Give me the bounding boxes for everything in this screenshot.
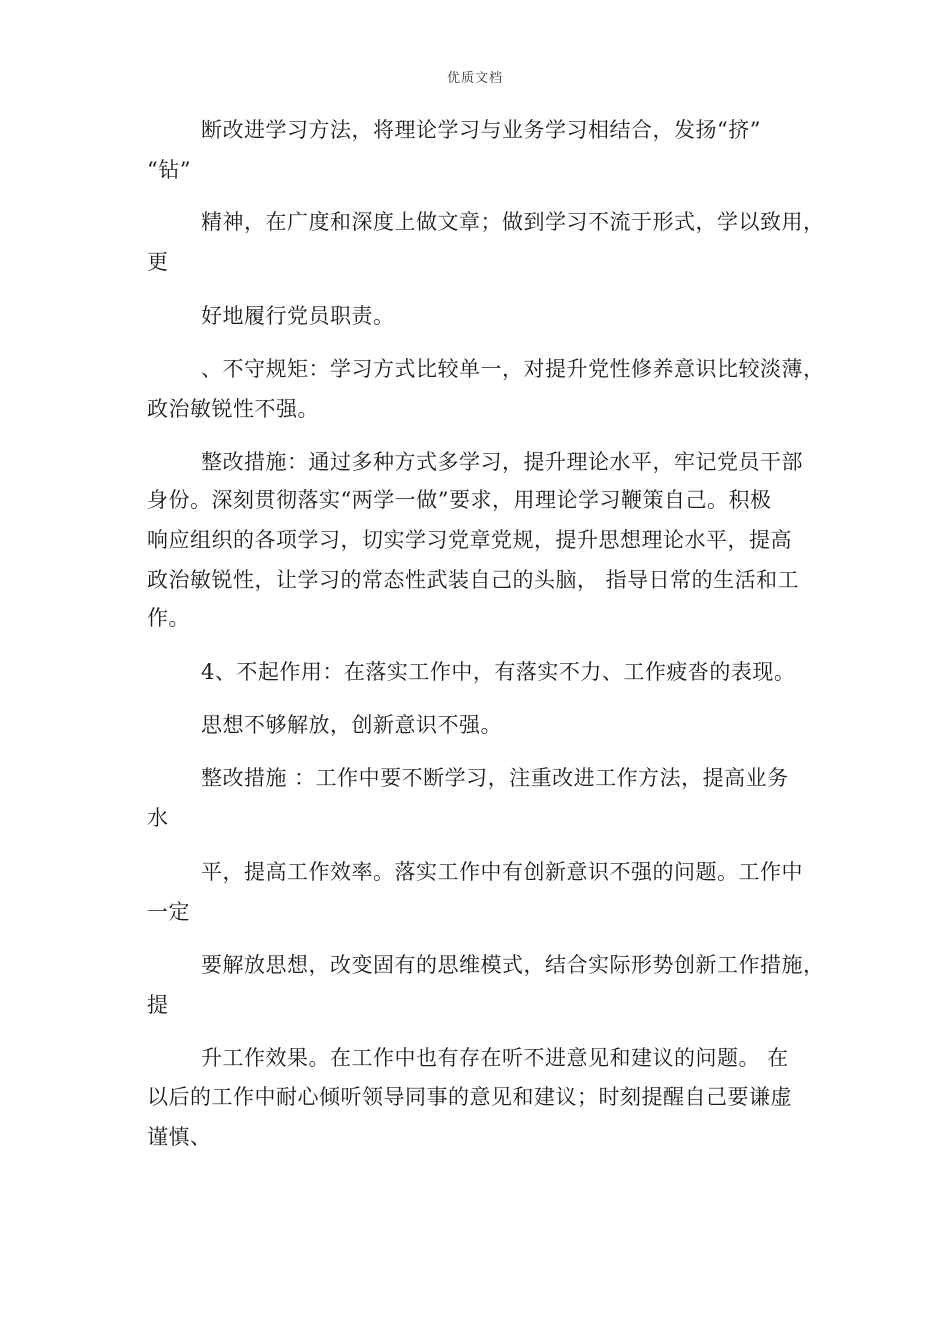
text-line: 要解放思想，改变固有的思维模式，结合实际形势创新工作措施， [201,953,825,977]
text-line: 精神，在广度和深度上做文章；做到学习不流于形式，学以致用， [201,210,825,234]
text-line: 以后的工作中耐心倾听领导同事的意见和建议；时刻提醒自己要谦虚 [147,1085,792,1109]
text-line: 平，提高工作效率。落实工作中有创新意识不强的问题。工作中 [201,860,803,884]
text-line: “钻” [147,158,191,182]
text-line: 升工作效果。在工作中也有存在听不进意见和建议的问题。 在 [201,1046,789,1070]
text-line: 整改措施：通过多种方式多学习，提升理论水平，牢记党员干部 [201,450,803,474]
text-line: 政治敏锐性不强。 [147,397,319,421]
text-line: 、不守规矩：学习方式比较单一，对提升党性修养意识比较淡薄， [201,357,825,381]
text-line: 断改进学习方法，将理论学习与业务学习相结合，发扬“挤” [201,118,761,142]
text-line: 政治敏锐性，让学习的常态性武装自己的头脑， 指导日常的生活和工 [147,568,800,592]
text-line: 作。 [147,606,190,630]
text-line: 更 [147,250,169,274]
text-line: 水 [147,806,169,830]
text-line: 整改措施 ：工作中要不断学习，注重改进工作方法，提高业务 [201,766,789,790]
text-line: 思想不够解放，创新意识不强。 [201,713,502,737]
text-line: 4、不起作用：在落实工作中，有落实不力、工作疲沓的表现。 [201,660,796,684]
text-line: 身份。深刻贯彻落实“两学一做”要求，用理论学习鞭策自己。积极 [147,488,772,512]
text-line: 好地履行党员职责。 [201,304,395,328]
text-line: 提 [147,993,169,1017]
page-header: 优质文档 [446,71,503,86]
text-line: 响应组织的各项学习，切实学习党章党规，提升思想理论水平，提高 [147,528,792,552]
text-line: 谨慎、 [147,1125,212,1149]
text-line: 一定 [147,900,190,924]
